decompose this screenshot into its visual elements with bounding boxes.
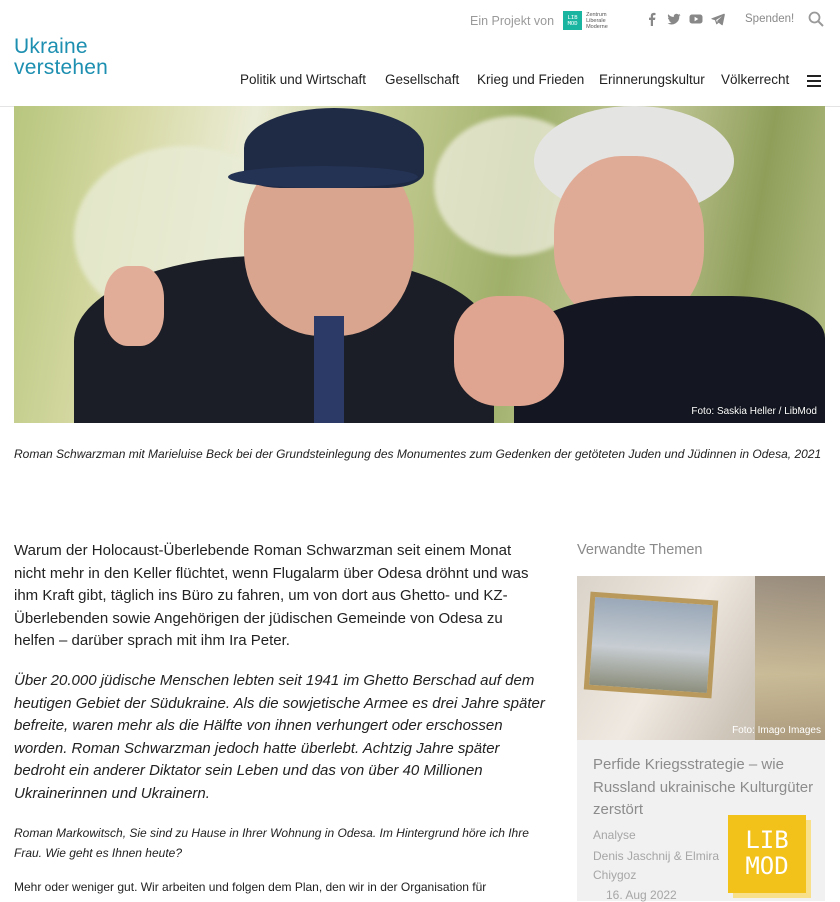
- zlm-logo-badge: [563, 11, 582, 30]
- zlm-text-line-2: Liberale: [586, 17, 606, 24]
- nav-voelkerrecht[interactable]: Völkerrecht: [721, 72, 790, 87]
- related-card-authors: Denis Jaschnij & Elmira: [593, 849, 720, 863]
- nav-politik[interactable]: Politik und Wirtschaft: [240, 72, 367, 87]
- nav-gesellschaft[interactable]: Gesellschaft: [385, 72, 460, 87]
- article-lead: Warum der Holocaust-Überlebende Roman Schwarzman seit einem Monat nicht mehr in den Keller flüchtet, wenn Flugalarm über Odesa dröhnt und was ihm Kraft gibt, täglich ins Büro zu fahren, um von dort aus Ghetto- und KZ-Überlebenden sowie Angehörigen der jüdischen Gemeinde von Odesa zu helfen – darüber sprach mit ihm Ira Peter.: [14, 542, 529, 649]
- nav-erinnerungskultur[interactable]: Erinnerungskultur: [599, 72, 705, 87]
- zlm-text-line-1: Zentrum: [586, 11, 607, 18]
- youtube-icon[interactable]: [689, 12, 703, 26]
- hero-caption: Roman Schwarzman mit Marieluise Beck bei der Grundsteinlegung des Monumentes zum Gedenken der getöteten Juden und Jüdinnen in Odesa, 2021: [14, 447, 822, 461]
- social-links: [645, 12, 725, 26]
- article-teaser: Über 20.000 jüdische Menschen lebten seit 1941 im Ghetto Berschad auf dem heutigen Gebiet der Südukraine. Als die sowjetische Armee es drei Jahre später befreite, waren mehr als die Hälfte von ihnen verhungert oder erschossen worden. Roman Schwarzman jedoch hatte überlebt. Achtzig Jahre später bedroht ein anderer Diktator sein Leben und das von über 40 Millionen Ukrainerinnen und Ukrainern.: [14, 672, 545, 802]
- zlm-text-line-3: Moderne: [586, 23, 608, 30]
- interview-question: Roman Markowitsch, Sie sind zu Hause in Ihrer Wohnung in Odesa. Im Hintergrund höre ich Ihre Frau. Wie geht es Ihnen heute?: [14, 826, 529, 860]
- logo-line-2: verstehen: [14, 56, 109, 79]
- project-by-label: Ein Projekt von: [470, 13, 555, 28]
- zlm-badge-line-2: MOD: [567, 20, 578, 27]
- search-icon[interactable]: [808, 11, 824, 27]
- zlm-logo[interactable]: [563, 11, 608, 30]
- related-card-category: Analyse: [593, 828, 636, 842]
- libmod-badge[interactable]: [728, 815, 806, 893]
- hero-image: [14, 106, 825, 423]
- libmod-badge-line-2: MOD: [745, 852, 789, 880]
- interview-answer: Mehr oder weniger gut. Wir arbeiten und folgen dem Plan, den wir in der Organisation für: [14, 880, 487, 894]
- rubble-shape: [755, 576, 825, 740]
- twitter-icon[interactable]: [667, 12, 681, 26]
- site-logo[interactable]: [14, 36, 108, 78]
- painting-shape: [584, 592, 719, 699]
- donate-link[interactable]: Spenden!: [745, 13, 795, 25]
- facebook-icon[interactable]: [645, 12, 659, 26]
- zlm-logo-text: [586, 12, 608, 30]
- libmod-badge-line-1: LIB: [745, 826, 789, 854]
- project-by: [470, 11, 608, 30]
- logo-line-1: Ukraine: [14, 35, 88, 58]
- related-topics-title: Verwandte Themen: [577, 542, 703, 558]
- related-card-authors-2: Chiygoz: [593, 868, 637, 882]
- nav-krieg[interactable]: Krieg und Frieden: [477, 72, 585, 87]
- related-card-credit: Foto: Imago Images: [732, 725, 821, 736]
- related-card-date: 16. Aug 2022: [606, 888, 677, 902]
- zlm-badge-line-1: LIB: [567, 14, 578, 21]
- related-card-title[interactable]: Perfide Kriegsstrategie – wie Russland ukrainische Kulturgüter zerstört: [593, 756, 814, 818]
- menu-icon[interactable]: [807, 75, 821, 87]
- site-header: [0, 0, 840, 107]
- telegram-icon[interactable]: [711, 12, 725, 26]
- hero-credit: Foto: Saskia Heller / LibMod: [691, 406, 817, 417]
- related-card-image[interactable]: [577, 576, 825, 740]
